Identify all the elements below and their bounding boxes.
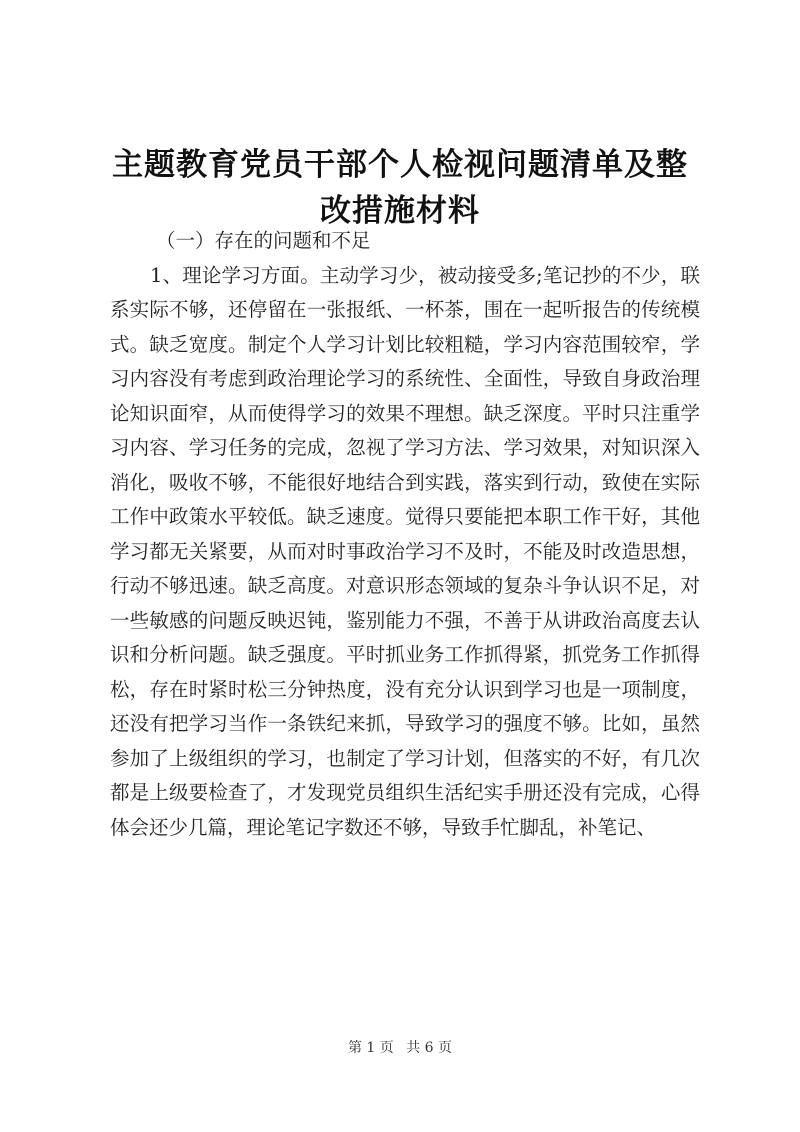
section-heading: （一）存在的问题和不足 — [156, 229, 371, 252]
page-footer — [0, 1037, 800, 1057]
body-paragraph: 1、理论学习方面。主动学习少，被动接受多;笔记抄的不少，联系实际不够，还停留在一张报纸、一杯茶，围在一起听报告的传统模式。缺乏宽度。制定个人学习计划比较粗糙，学习内容范围较窄，学习内容没有考虑到政治理论学习的系统性、全面性，导致自身政治理论知识面窄，从而使得学习的效果不理想。缺乏深度。平时只注重学习内容、学习任务的完成，忽视了学习方法、学习效果，对知识深入消化，吸收不够，不能很好地结合到实践，落实到行动，致使在实际工作中政策水平较低。缺乏速度。觉得只要能把本职工作干好，其他学习都无关紧要，从而对时事政治学习不及时，不能及时改造思想，行动不够迅速。缺乏高度。对意识形态领域的复杂斗争认识不足，对一些敏感的问题反映迟钝，鉴别能力不强，不善于从讲政治高度去认识和分析问题。缺乏强度。平时抓业务工作抓得紧，抓党务工作抓得松，存在时紧时松三分钟热度，没有充分认识到学习也是一项制度，还没有把学习当作一条铁纪来抓，导致学习的强度不够。比如，虽然参加了上级组织的学习，也制定了学习计划，但落实的不好，有几次都是上级要检查了，才发现党员组织生活纪实手册还没有完成，心得体会还少几篇，理论笔记字数还不够，导致手忙脚乱，补笔记、 — [110, 263, 700, 839]
page-number: 第 1 页 — [347, 1040, 394, 1056]
document-body — [110, 224, 700, 845]
page-total: 共 6 页 — [406, 1040, 453, 1056]
document-title: 主题教育党员干部个人检视问题清单及整改措施材料 — [112, 147, 688, 229]
